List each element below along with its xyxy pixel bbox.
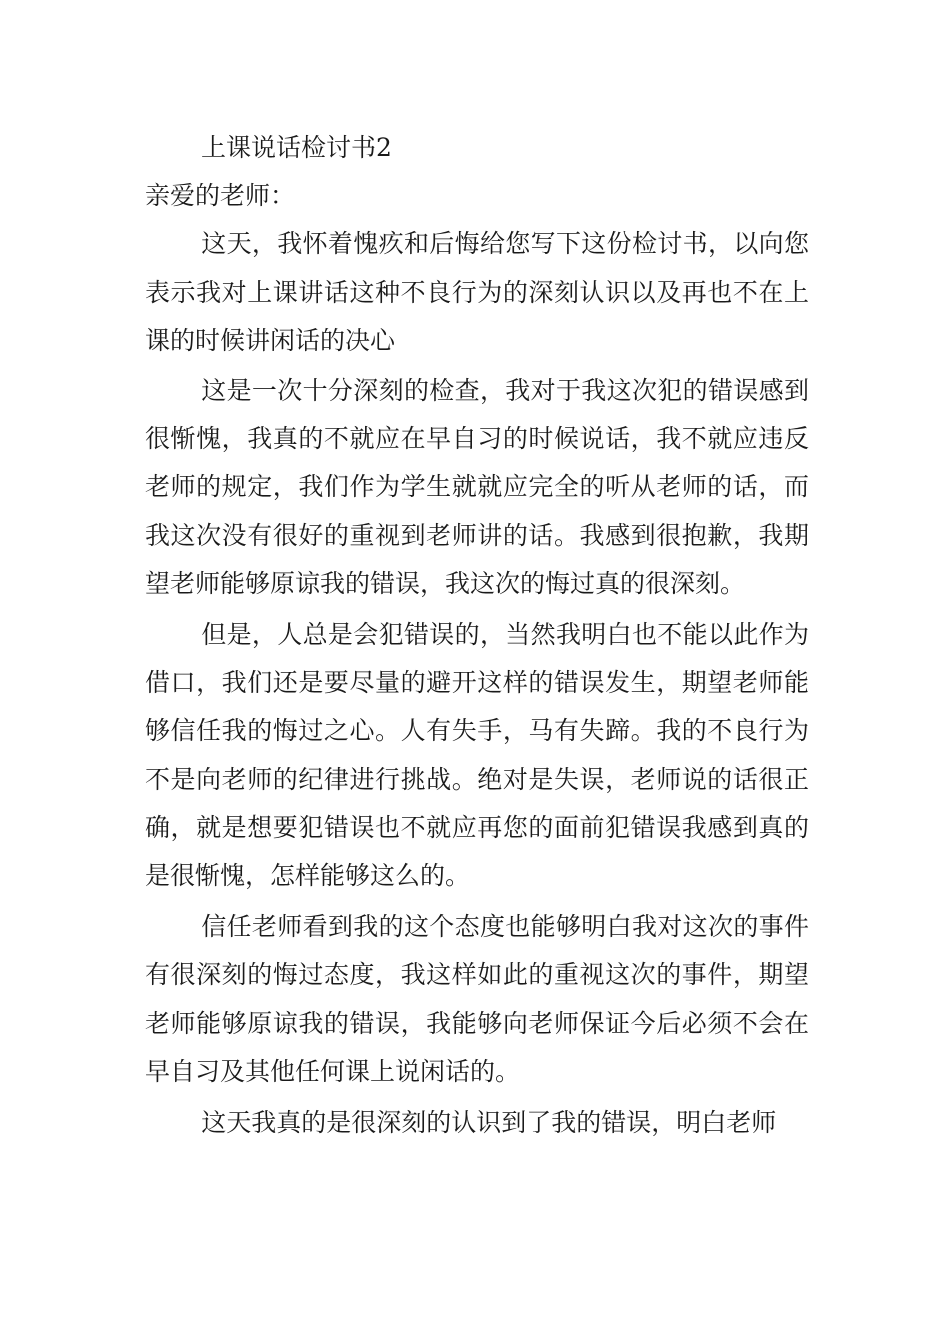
paragraph-2: 这是一次十分深刻的检查，我对于我这次犯的错误感到很惭愧，我真的不就应在早自习的时候说话，我不就应违反老师的规定，我们作为学生就就应完全的听从老师的话，而我这次没有很好的重视到老师讲的话。我感到很抱歉，我期望老师能够原谅我的错误，我这次的悔过真的很深刻。 <box>145 376 809 598</box>
salutation: 亲爱的老师： <box>145 181 296 211</box>
paragraph-3: 但是，人总是会犯错误的，当然我明白也不能以此作为借口，我们还是要尽量的避开这样的错误发生，期望老师能够信任我的悔过之心。人有失手，马有失蹄。我的不良行为不是向老师的纪律进行挑战。绝对是失误，老师说的话很正确，就是想要犯错误也不就应再您的面前犯错误我感到真的是很惭愧，怎样能够这么的。 <box>145 620 809 891</box>
paragraph-1: 这天，我怀着愧疚和后悔给您写下这份检讨书，以向您表示我对上课讲话这种不良行为的深刻认识以及再也不在上课的时候讲闲话的决心 <box>145 229 809 355</box>
document-title: 上课说话检讨书2 <box>201 133 392 162</box>
paragraph-4: 信任老师看到我的这个态度也能够明白我对这次的事件有很深刻的悔过态度，我这样如此的重视这次的事件，期望老师能够原谅我的错误，我能够向老师保证今后必须不会在早自习及其他任何课上说闲话的。 <box>145 912 809 1086</box>
document-body <box>145 124 809 1147</box>
paragraph-5: 这天我真的是很深刻的认识到了我的错误，明白老师 <box>201 1108 777 1138</box>
